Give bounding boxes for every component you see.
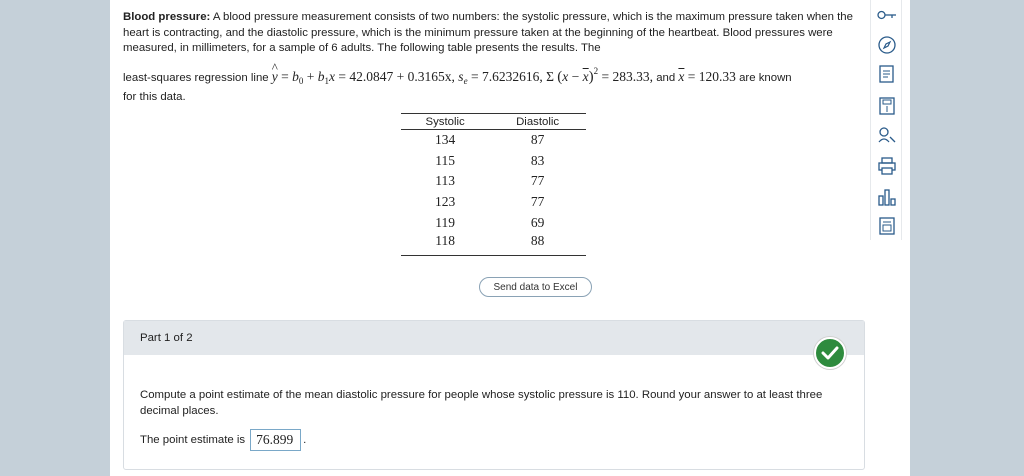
calculator-icon[interactable] (875, 95, 899, 117)
systolic-cell: 113 (435, 173, 455, 189)
data-icon[interactable] (875, 215, 899, 237)
systolic-cell: 115 (435, 152, 455, 168)
problem-intro (123, 10, 858, 57)
content-page (110, 0, 910, 476)
diastolic-cell: 77 (530, 194, 545, 210)
key-icon[interactable] (875, 4, 899, 26)
bar-chart-icon[interactable] (875, 186, 899, 208)
sum-value: 283.33, (612, 68, 654, 84)
notes-icon[interactable] (875, 63, 899, 85)
table-row (401, 233, 586, 255)
table-row (401, 192, 586, 213)
compass-icon[interactable] (875, 34, 899, 56)
xbar-value: 120.33 (698, 68, 736, 84)
answer-period: . (303, 434, 307, 446)
answer-label: The point estimate is (140, 434, 246, 446)
col-header-systolic: Systolic (401, 114, 489, 130)
question-text (140, 387, 850, 419)
problem-title: Blood pressure: (123, 11, 211, 23)
diastolic-cell: 69 (530, 215, 545, 231)
col-header-diastolic: Diastolic (489, 114, 586, 130)
send-to-excel-button[interactable]: Send data to Excel (479, 277, 592, 297)
systolic-cell: 134 (434, 132, 456, 148)
part-panel (123, 320, 865, 470)
se-value: 7.6232616, (481, 68, 543, 84)
table-row (401, 213, 586, 234)
table-row (401, 171, 586, 192)
diastolic-cell: 83 (530, 152, 545, 168)
question-body: Compute a point estimate of the mean diastolic pressure for people whose systolic pressure is 110. Round your answer to at least three decimal places. (140, 389, 823, 417)
for-data-text: for this data. (123, 91, 186, 103)
search-person-icon[interactable] (875, 124, 899, 146)
systolic-cell: 123 (434, 194, 456, 210)
correct-check-icon (814, 337, 846, 369)
known-text: are known (739, 71, 792, 84)
systolic-cell: 118 (401, 233, 489, 255)
diastolic-cell: 77 (530, 173, 545, 189)
side-toolbar (870, 0, 902, 240)
table-row (401, 150, 586, 171)
answer-row (140, 429, 306, 451)
regression-line (123, 65, 858, 87)
xbar-equation: $\overline{x} = 120.33$ (678, 68, 736, 84)
and-text: and (656, 71, 676, 84)
regression-rhs: 42.0847 + 0.3165x, (349, 68, 455, 84)
print-icon[interactable] (875, 155, 899, 177)
table-row (401, 130, 586, 151)
part-label: Part 1 of 2 (124, 321, 864, 355)
systolic-cell: 119 (435, 215, 455, 231)
problem-intro-text: A blood pressure measurement consists of two numbers: the systolic pressure, which is the maximum pressure taken when the heart is contracting, and the diastolic pressure, which is the minimum pressure taken at the beginning of the heartbeat. Blood pressures were measured, in millimeters, for a sample of 6 adults. The following table presents the results. The (123, 11, 853, 54)
answer-input[interactable]: 76.899 (250, 429, 301, 451)
diastolic-cell: 87 (530, 132, 545, 148)
regression-prefix: least-squares regression line (123, 71, 272, 84)
regression-equation: ^ $y = b_0 + b_1x = 42.0847 + 0.3165x$, $s_e = 7.6232616$, Σ $(x - \overline{x})^2 = 283.33$, (272, 69, 653, 84)
diastolic-cell: 88 (489, 233, 586, 255)
problem-statement (123, 10, 858, 106)
data-table (401, 113, 586, 256)
